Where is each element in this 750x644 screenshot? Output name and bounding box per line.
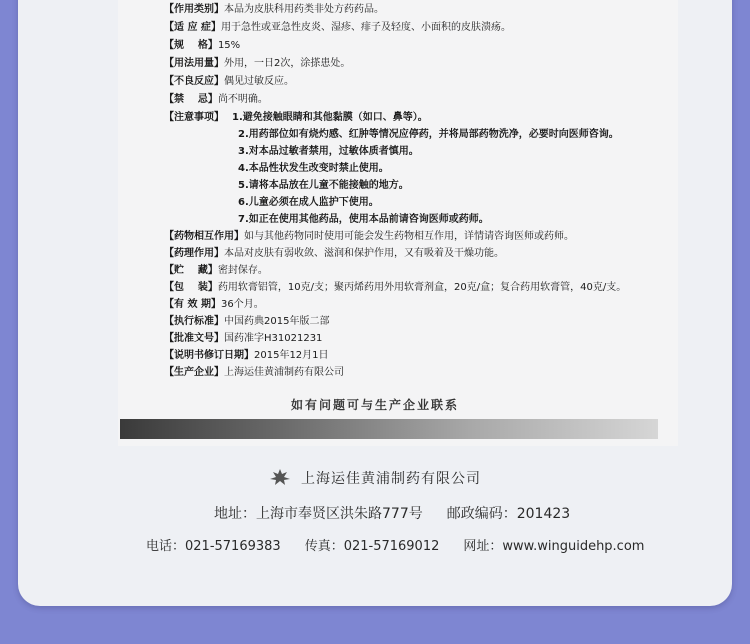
precaution-item: 5.请将本品放在儿童不能接触的地方。 bbox=[238, 180, 409, 191]
website-label: 网址： bbox=[463, 539, 503, 554]
divider-bar bbox=[120, 419, 658, 439]
company-name: 上海运佳黄浦制药有限公司 bbox=[301, 471, 481, 487]
row-precautions: 【注意事项】 1.避免接触眼睛和其他黏膜（如口、鼻等）。 bbox=[164, 112, 428, 123]
phone-label: 电话： bbox=[146, 539, 186, 554]
postcode-value: 201423 bbox=[516, 506, 571, 522]
product-card bbox=[18, 0, 732, 606]
row-adverse: 【不良反应】偶见过敏反应。 bbox=[164, 76, 294, 87]
postcode-label: 邮政编码： bbox=[446, 506, 517, 522]
website-value[interactable]: www.winguidehp.com bbox=[502, 539, 645, 554]
address-value: 上海市奉贤区洪朱路777号 bbox=[256, 506, 423, 522]
company-logo-icon bbox=[269, 468, 291, 490]
row-category: 【作用类别】本品为皮肤科用药类非处方药药品。 bbox=[164, 4, 384, 15]
row-pharmacology: 【药理作用】本品对皮肤有弱收敛、滋润和保护作用，又有吸着及干燥功能。 bbox=[164, 248, 504, 259]
fax-label: 传真： bbox=[304, 539, 344, 554]
precaution-item: 6.儿童必须在成人监护下使用。 bbox=[238, 197, 379, 208]
row-approval: 【批准文号】国药准字H31021231 bbox=[164, 333, 323, 344]
precaution-item: 4.本品性状发生改变时禁止使用。 bbox=[238, 163, 389, 174]
row-dosage: 【用法用量】外用，一日2次，涂搽患处。 bbox=[164, 58, 351, 69]
precaution-item: 7.如正在使用其他药品，使用本品前请咨询医师或药师。 bbox=[238, 214, 489, 225]
row-spec: 【规 格】15% bbox=[164, 40, 241, 51]
row-storage: 【贮 藏】密封保存。 bbox=[164, 265, 268, 276]
row-package: 【包 装】药用软膏铝管，10克/支；聚丙烯药用外用软膏剂盒，20克/盒；复合药用软膏管，40克/支。 bbox=[164, 282, 627, 293]
precaution-item: 2.用药部位如有烧灼感、红肿等情况应停药，并将局部药物洗净，必要时向医师咨询。 bbox=[238, 129, 619, 140]
row-indication: 【适 应 症】用于急性或亚急性皮炎、湿疹、痱子及轻度、小面积的皮肤溃疡。 bbox=[164, 22, 511, 33]
precaution-item: 3.对本品过敏者禁用，过敏体质者慎用。 bbox=[238, 146, 419, 157]
phone-value: 021-57169383 bbox=[185, 539, 281, 554]
row-manufacturer: 【生产企业】上海运佳黄浦制药有限公司 bbox=[164, 367, 344, 378]
row-standard: 【执行标准】中国药典2015年版二部 bbox=[164, 316, 330, 327]
row-contraindication: 【禁 忌】尚不明确。 bbox=[164, 94, 268, 105]
contact-heading: 如有问题可与生产企业联系 bbox=[290, 398, 459, 412]
fax-value: 021-57169012 bbox=[343, 539, 440, 554]
contact-line bbox=[146, 535, 644, 554]
row-interactions: 【药物相互作用】如与其他药物同时使用可能会发生药物相互作用，详情请咨询医师或药师。 bbox=[164, 231, 574, 242]
row-validity: 【有 效 期】36个月。 bbox=[164, 299, 264, 310]
address-label: 地址： bbox=[214, 506, 256, 522]
row-revision-date: 【说明书修订日期】2015年12月1日 bbox=[164, 350, 329, 361]
address-line bbox=[214, 503, 570, 523]
company-line bbox=[18, 468, 732, 490]
